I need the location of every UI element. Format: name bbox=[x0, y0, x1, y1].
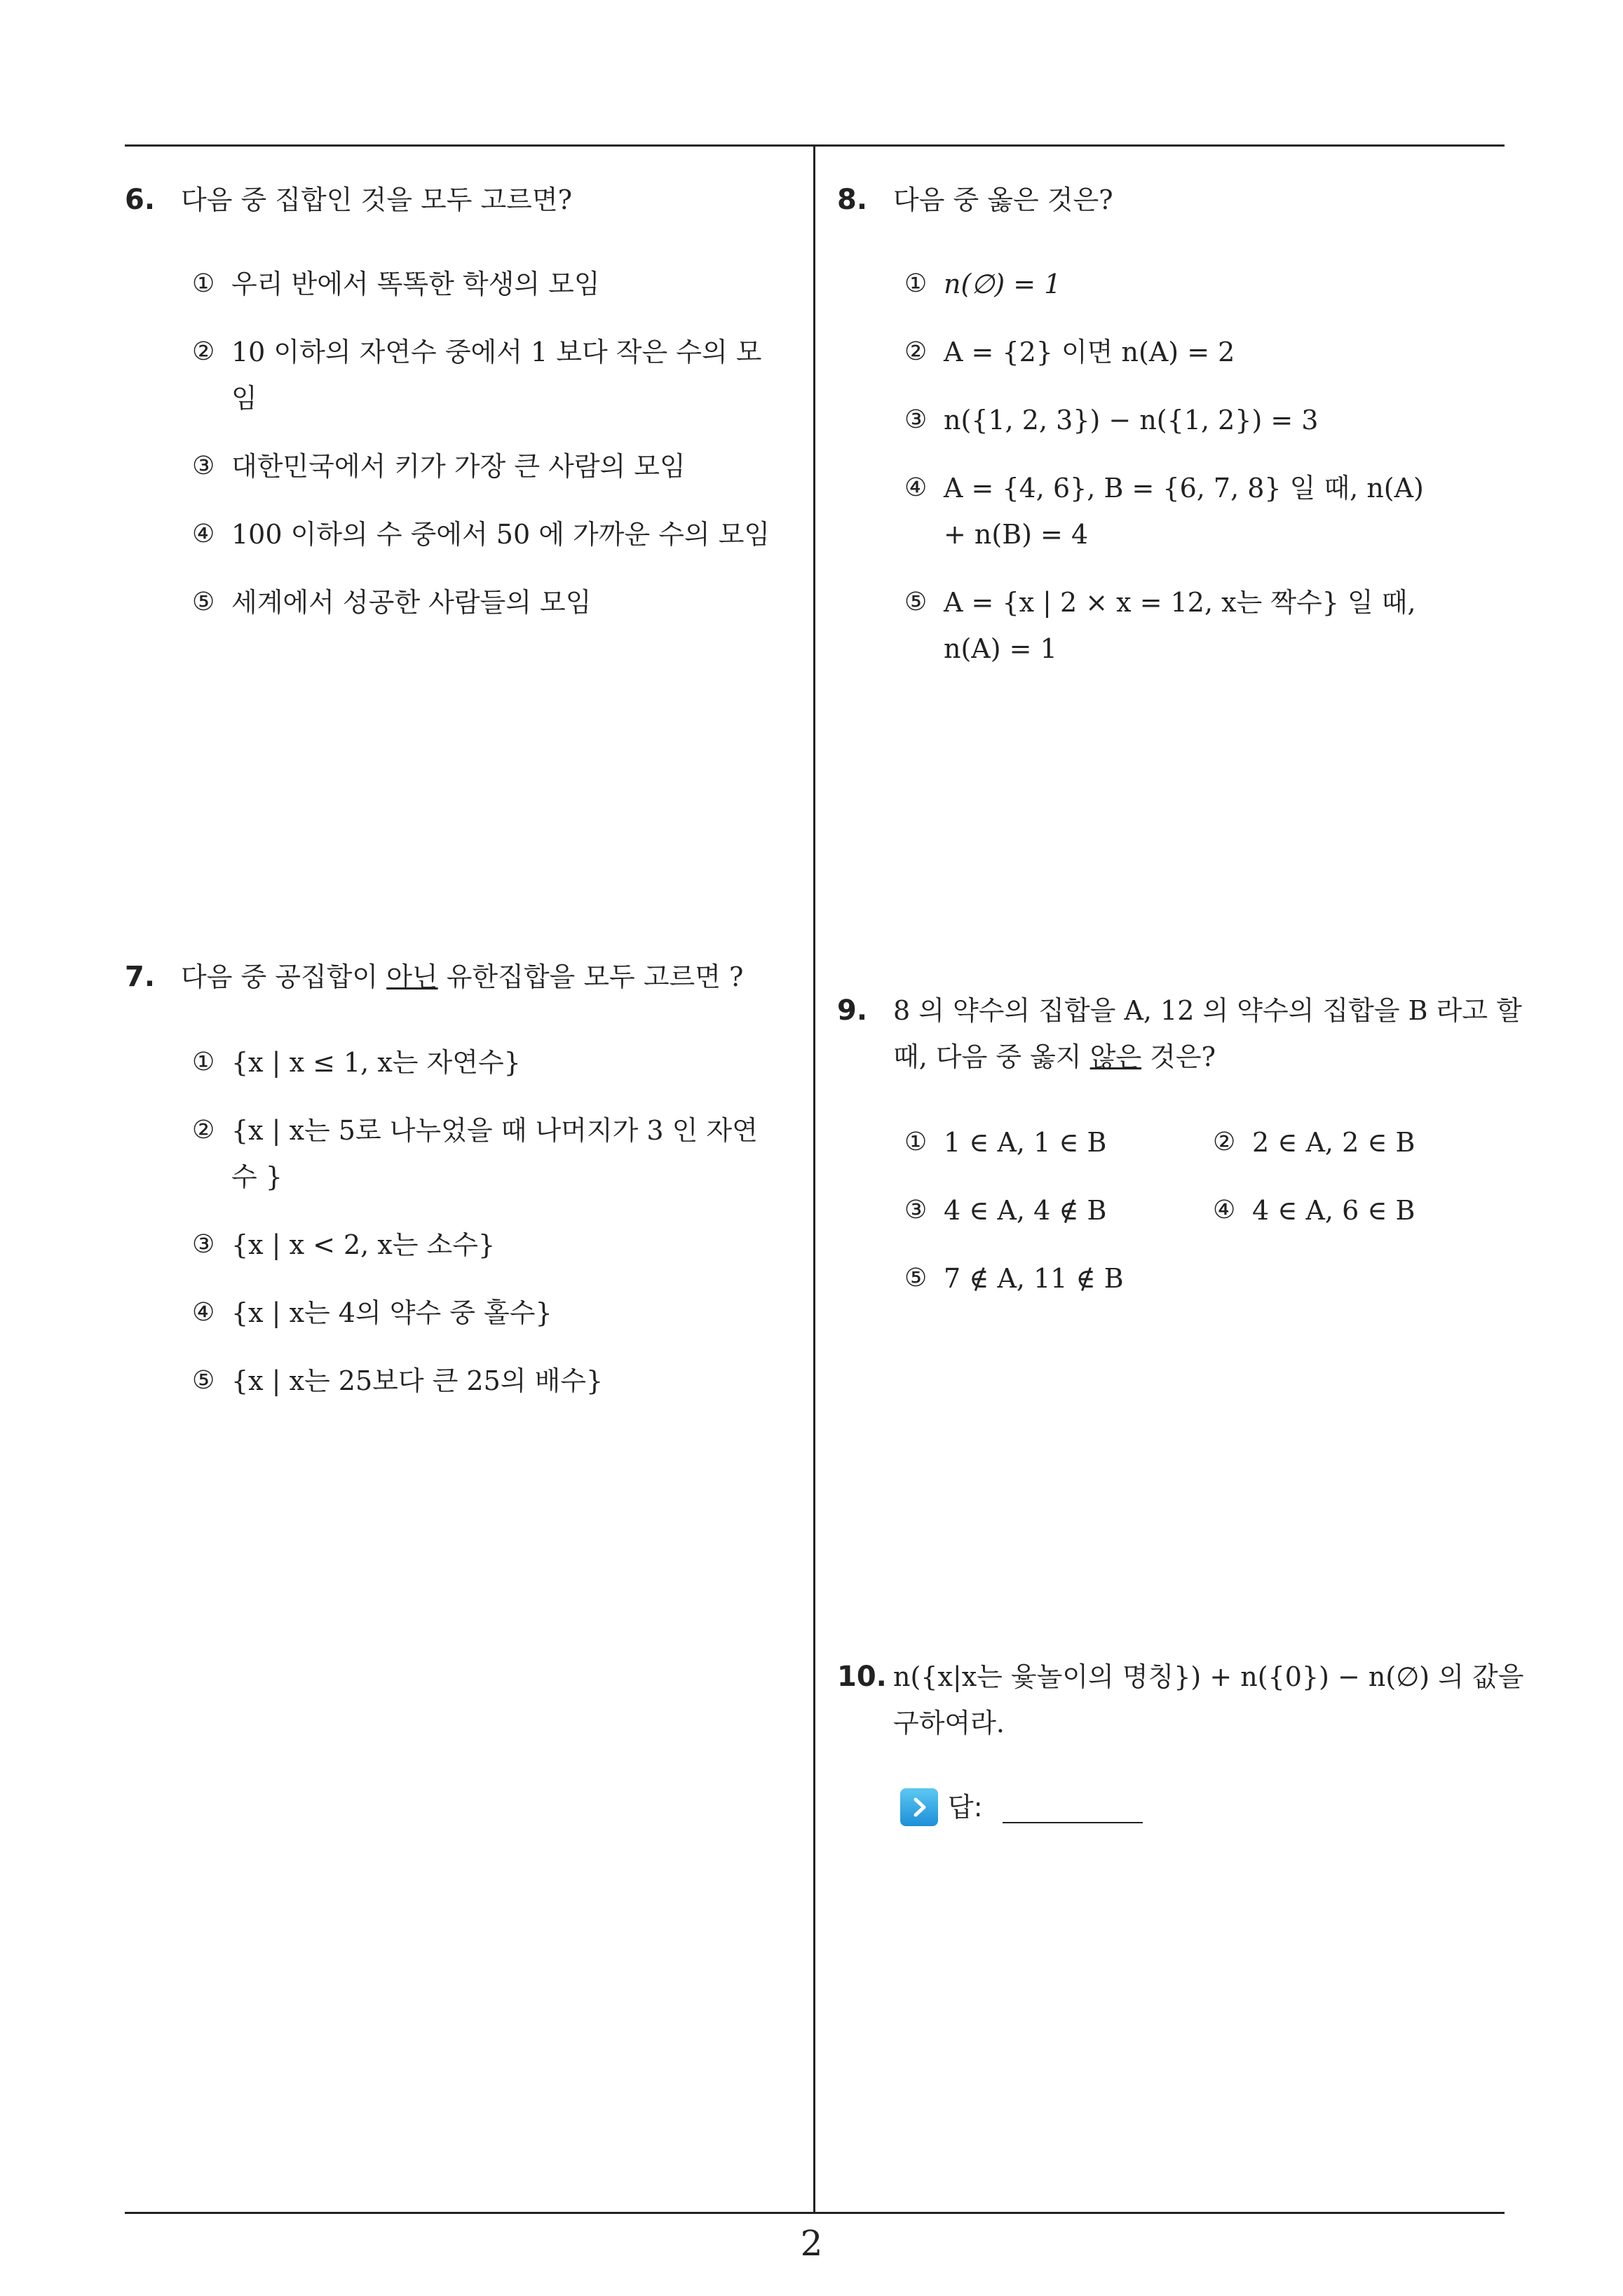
question-text: 다음 중 공집합이 아닌 유한집합을 모두 고르면 ? bbox=[181, 961, 744, 992]
choice-1[interactable] bbox=[192, 1039, 777, 1086]
question-number: 7. bbox=[125, 961, 156, 993]
answer-blank[interactable] bbox=[1003, 1822, 1143, 1823]
choice-text: n(∅) = 1 bbox=[944, 269, 1061, 299]
choice-text: 4 ∈ A, 6 ∈ B bbox=[1252, 1195, 1415, 1226]
choice-list bbox=[904, 1119, 1524, 1323]
choice-2[interactable] bbox=[192, 329, 777, 421]
choice-5[interactable] bbox=[192, 1358, 777, 1404]
question-text: 8 의 약수의 집합을 A, 12 의 약수의 집합을 B 라고 할 때, 다음 중 옳지 않은 것은? bbox=[893, 995, 1522, 1072]
choice-3[interactable] bbox=[904, 1187, 1213, 1234]
choice-marker: ④ bbox=[904, 473, 928, 502]
choice-4[interactable] bbox=[1213, 1187, 1521, 1234]
choice-4[interactable] bbox=[904, 465, 1451, 558]
choice-marker: ② bbox=[192, 1116, 215, 1144]
choice-text: {x | x ≤ 1, x는 자연수} bbox=[231, 1047, 521, 1078]
choice-list bbox=[192, 1039, 777, 1404]
choice-5[interactable] bbox=[904, 579, 1451, 672]
page-number: 2 bbox=[800, 2223, 823, 2264]
choice-text: 100 이하의 수 중에서 50 에 가까운 수의 모임 bbox=[231, 519, 770, 550]
choice-marker: ⑤ bbox=[904, 1264, 928, 1292]
choice-text: 대한민국에서 키가 가장 큰 사람의 모임 bbox=[231, 451, 686, 482]
choice-text: A = {4, 6}, B = {6, 7, 8} 일 때, n(A) + n(B) = 4 bbox=[944, 473, 1424, 550]
choice-marker: ⑤ bbox=[192, 1366, 215, 1395]
choice-5[interactable] bbox=[192, 579, 777, 626]
choice-marker: ④ bbox=[192, 520, 215, 548]
choice-text: {x | x는 4의 약수 중 홀수} bbox=[231, 1297, 552, 1328]
choice-5[interactable] bbox=[904, 1255, 1213, 1302]
choice-text: 7 ∉ A, 11 ∉ B bbox=[944, 1263, 1124, 1294]
choice-1[interactable] bbox=[904, 261, 1451, 307]
chevron-right-icon bbox=[900, 1788, 938, 1826]
question-text: 다음 중 옳은 것은? bbox=[893, 184, 1113, 215]
choice-marker: ⑤ bbox=[904, 588, 928, 616]
question-text: 다음 중 집합인 것을 모두 고르면? bbox=[181, 184, 572, 215]
choice-list bbox=[192, 261, 777, 626]
choice-marker: ② bbox=[904, 337, 928, 366]
choice-marker: ② bbox=[1213, 1128, 1236, 1156]
choice-1[interactable] bbox=[904, 1119, 1213, 1166]
choice-text: {x | x < 2, x는 소수} bbox=[231, 1229, 496, 1260]
choice-2[interactable] bbox=[192, 1107, 777, 1200]
choice-marker: ④ bbox=[1213, 1196, 1236, 1224]
choice-text: A = {x | 2 × x = 12, x는 짝수} 일 때, n(A) = 1 bbox=[944, 587, 1416, 664]
choice-marker: ③ bbox=[904, 405, 928, 434]
question-8 bbox=[837, 177, 1524, 694]
bottom-rule bbox=[125, 2212, 1505, 2214]
choice-text: 10 이하의 자연수 중에서 1 보다 작은 수의 모임 bbox=[231, 337, 762, 414]
choice-marker: ① bbox=[904, 269, 928, 298]
question-number: 10. bbox=[837, 1661, 887, 1693]
choice-2[interactable] bbox=[1213, 1119, 1521, 1166]
question-number: 6. bbox=[125, 184, 156, 216]
choice-marker: ⑤ bbox=[192, 588, 215, 616]
choice-text: {x | x는 25보다 큰 25의 배수} bbox=[231, 1365, 604, 1396]
choice-3[interactable] bbox=[192, 443, 777, 489]
choice-marker: ③ bbox=[904, 1196, 928, 1224]
choice-text: {x | x는 5로 나누었을 때 나머지가 3 인 자연수 } bbox=[231, 1115, 758, 1192]
question-9 bbox=[837, 987, 1524, 1323]
choice-text: 2 ∈ A, 2 ∈ B bbox=[1252, 1127, 1415, 1158]
choice-marker: ① bbox=[904, 1128, 928, 1156]
answer-row bbox=[900, 1784, 1524, 1830]
choice-marker: ④ bbox=[192, 1298, 215, 1327]
choice-text: 4 ∈ A, 4 ∉ B bbox=[944, 1195, 1107, 1226]
question-7 bbox=[125, 954, 777, 1426]
choice-list bbox=[904, 261, 1451, 672]
choice-4[interactable] bbox=[192, 511, 777, 558]
question-number: 9. bbox=[837, 994, 868, 1027]
choice-marker: ③ bbox=[192, 452, 215, 480]
choice-text: n({1, 2, 3}) − n({1, 2}) = 3 bbox=[944, 405, 1319, 435]
choice-1[interactable] bbox=[192, 261, 777, 307]
column-divider bbox=[813, 144, 815, 2213]
answer-label: 답: bbox=[948, 1792, 983, 1823]
choice-2[interactable] bbox=[904, 329, 1451, 375]
choice-4[interactable] bbox=[192, 1290, 777, 1336]
choice-text: 1 ∈ A, 1 ∈ B bbox=[944, 1127, 1107, 1158]
choice-3[interactable] bbox=[904, 397, 1451, 443]
choice-marker: ③ bbox=[192, 1230, 215, 1259]
choice-marker: ① bbox=[192, 1048, 215, 1076]
choice-text: A = {2} 이면 n(A) = 2 bbox=[944, 337, 1235, 367]
question-6 bbox=[125, 177, 777, 647]
choice-text: 우리 반에서 똑똑한 학생의 모임 bbox=[231, 269, 600, 299]
underlined-word: 않은 bbox=[1089, 1041, 1142, 1072]
choice-marker: ② bbox=[192, 337, 215, 366]
choice-text: 세계에서 성공한 사람들의 모임 bbox=[231, 587, 592, 618]
question-10 bbox=[837, 1654, 1524, 1830]
underlined-word: 아닌 bbox=[386, 961, 438, 992]
question-text: n({x|x는 윷놀이의 명칭}) + n({0}) − n(∅) 의 값을 구하여라. bbox=[893, 1661, 1524, 1738]
choice-marker: ① bbox=[192, 269, 215, 298]
choice-3[interactable] bbox=[192, 1222, 777, 1268]
question-number: 8. bbox=[837, 184, 868, 216]
